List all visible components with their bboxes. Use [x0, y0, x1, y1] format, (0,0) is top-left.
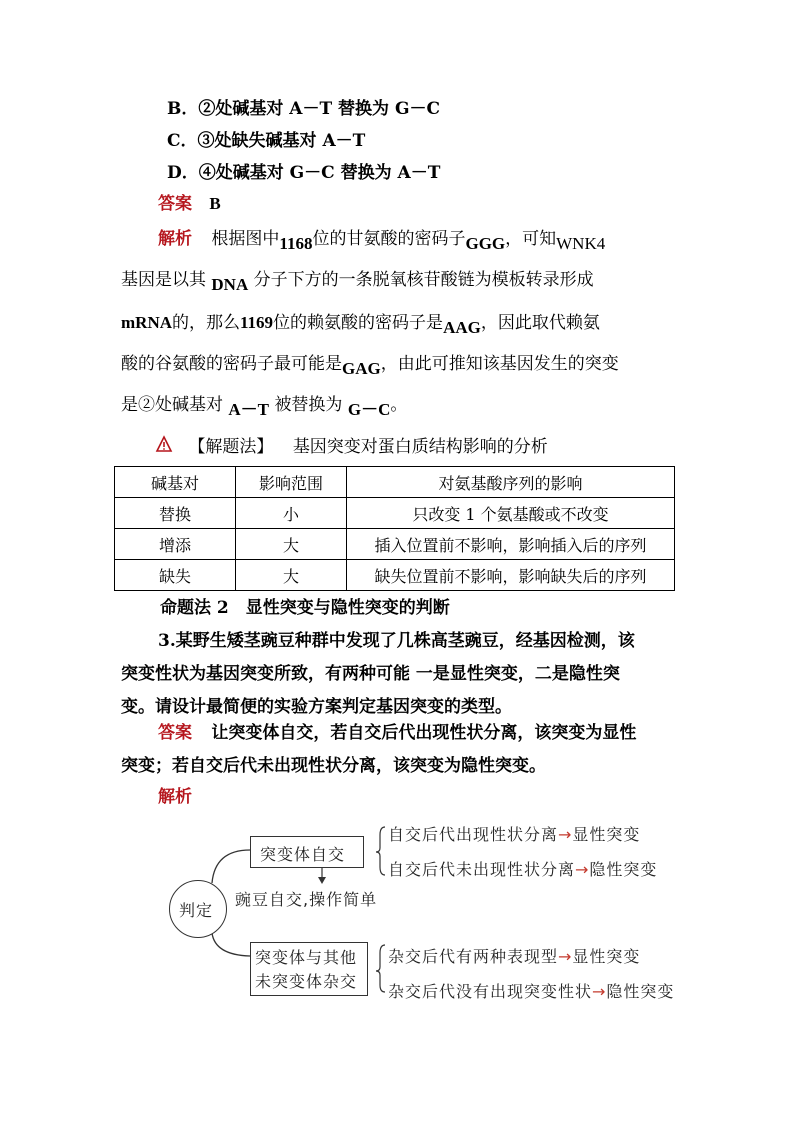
- table-header: 影响范围: [236, 467, 347, 498]
- analysis-1-line-1: [158, 228, 606, 253]
- answer-3-line-1: [158, 722, 636, 744]
- answer-value: B: [209, 194, 221, 213]
- result-2: [388, 857, 657, 880]
- analysis-text: 位的赖氨酸的密码子是: [273, 313, 444, 333]
- result-conclusion: 显性突变: [572, 947, 641, 966]
- table-header: 碱基对: [115, 467, 236, 498]
- table-cell: 小: [236, 498, 347, 529]
- analysis-dna: DNA: [211, 275, 249, 294]
- result-conclusion: 显性突变: [572, 825, 641, 844]
- table-cell: 大: [236, 529, 347, 560]
- pea-self-cross-note: 豌豆自交,操作简单: [235, 890, 378, 909]
- answer-1: [158, 193, 221, 215]
- analysis-3-label: 解析: [158, 787, 192, 807]
- analysis-text: 酸的谷氨酸的密码子最可能是: [121, 354, 342, 374]
- judgement-label: 判定: [179, 901, 214, 920]
- analysis-text: 的，那么: [172, 313, 240, 333]
- table-cell: 插入位置前不影响，影响插入后的序列: [347, 529, 675, 560]
- analysis-text: ，由此可推知该基因发生的突变: [380, 354, 619, 374]
- analysis-1-line-3: [121, 312, 600, 337]
- table-row: [115, 529, 675, 560]
- hybrid-cross-label-1: 突变体与其他: [255, 948, 358, 967]
- analysis-text: 根据图中: [211, 229, 280, 249]
- result-condition: 自交后代出现性状分离: [388, 825, 559, 844]
- result-3: [388, 944, 640, 967]
- option-b: B．②处碱基对 A－T 替换为 G－C: [167, 99, 441, 119]
- method-heading: [155, 435, 548, 459]
- question-3-line-2: 突变性状为基因突变所致，有两种可能 一是显性突变，二是隐性突: [121, 664, 620, 684]
- analysis-1-line-2: [121, 269, 594, 294]
- analysis-text: 被替换为: [274, 395, 343, 415]
- analysis-gene: WNK4: [556, 234, 606, 253]
- analysis-codon: GGG: [465, 234, 506, 253]
- warning-triangle-icon: [155, 435, 173, 459]
- result-condition: 自交后代未出现性状分离: [388, 860, 576, 879]
- arrow-right-icon: →: [558, 825, 573, 844]
- table-row: [115, 560, 675, 591]
- analysis-mrna: mRNA: [121, 313, 172, 332]
- analysis-pair: A－T: [228, 400, 270, 419]
- analysis-codon: GAG: [342, 359, 381, 378]
- analysis-number: 1168: [279, 234, 313, 253]
- analysis-codon: AAG: [443, 318, 481, 337]
- table-cell: 缺失位置前不影响，影响缺失后的序列: [347, 560, 675, 591]
- result-condition: 杂交后代没有出现突变性状: [388, 982, 593, 1001]
- result-condition: 杂交后代有两种表现型: [388, 947, 559, 966]
- result-conclusion: 隐性突变: [606, 982, 675, 1001]
- table-cell: 大: [236, 560, 347, 591]
- answer-label: 答案: [158, 194, 192, 214]
- method-label: 【解题法】: [188, 436, 274, 457]
- table-cell: 缺失: [115, 560, 236, 591]
- mutation-effect-table: [114, 466, 675, 591]
- analysis-text: 。: [390, 395, 408, 415]
- result-1: [388, 822, 640, 845]
- analysis-1-line-5: [121, 394, 408, 419]
- analysis-text: ，可知: [505, 229, 557, 249]
- table-cell: 增添: [115, 529, 236, 560]
- analysis-1-line-4: [121, 353, 619, 378]
- hybrid-cross-label-2: 未突变体杂交: [255, 972, 358, 991]
- analysis-number: 1169: [240, 313, 274, 332]
- table-row: [115, 498, 675, 529]
- arrow-right-icon: →: [558, 947, 573, 966]
- analysis-pair: G－C: [347, 400, 391, 419]
- self-cross-label: 突变体自交: [260, 845, 346, 864]
- answer-label: 答案: [158, 723, 192, 743]
- answer-3-line-2: 突变；若自交后代未出现性状分离，该突变为隐性突变。: [121, 756, 546, 776]
- question-3-line-1: 3.某野生矮茎豌豆种群中发现了几株高茎豌豆，经基因检测，该: [158, 631, 635, 651]
- option-d: D．④处碱基对 G－C 替换为 A－T: [167, 163, 441, 183]
- table-header-row: [115, 467, 675, 498]
- analysis-text: 分子下方的一条脱氧核苷酸链为模板转录形成: [253, 270, 594, 290]
- analysis-text: 基因是以其: [121, 270, 206, 290]
- analysis-text: 位的甘氨酸的密码子: [312, 229, 466, 249]
- table-cell: 替换: [115, 498, 236, 529]
- method-title: 基因突变对蛋白质结构影响的分析: [292, 436, 548, 457]
- analysis-text: 是②处碱基对: [121, 395, 223, 415]
- option-c: C．③处缺失碱基对 A－T: [167, 131, 366, 151]
- result-4: [388, 979, 674, 1002]
- analysis-text: ，因此取代赖氨: [480, 313, 600, 333]
- analysis-label: 解析: [158, 229, 192, 249]
- table-header: 对氨基酸序列的影响: [347, 467, 675, 498]
- judgement-diagram: [157, 815, 707, 1010]
- result-conclusion: 隐性突变: [589, 860, 658, 879]
- table-cell: 只改变 1 个氨基酸或不改变: [347, 498, 675, 529]
- method-2-heading: 命题法 2 显性突变与隐性突变的判断: [160, 598, 450, 618]
- arrow-right-icon: →: [575, 860, 590, 879]
- answer-text: 让突变体自交，若自交后代出现性状分离，该突变为显性: [211, 723, 637, 743]
- question-3-line-3: 变。请设计最简便的实验方案判定基因突变的类型。: [121, 697, 512, 717]
- arrow-right-icon: →: [592, 982, 607, 1001]
